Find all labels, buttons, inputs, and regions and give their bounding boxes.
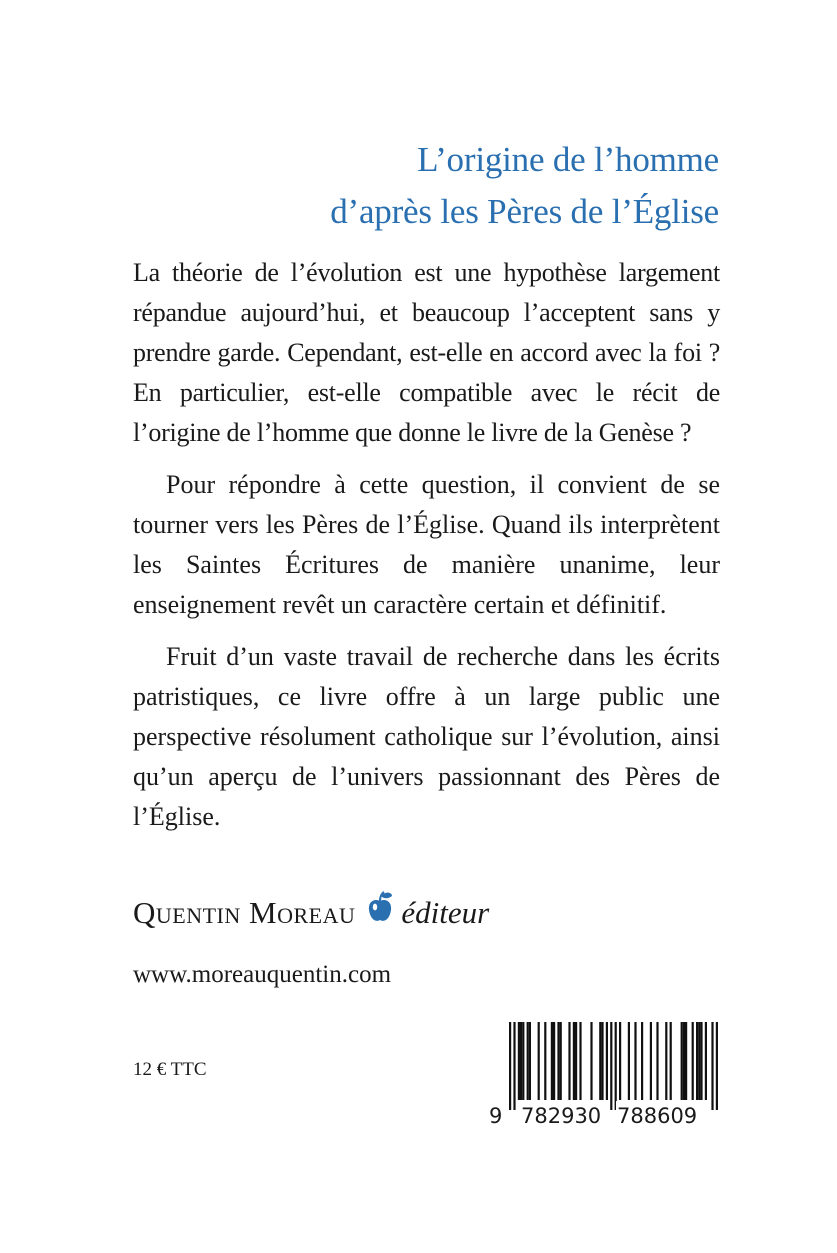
barcode-bar [705, 1022, 707, 1100]
barcode-bar [557, 1022, 559, 1100]
book-title [330, 134, 719, 238]
barcode-bar [670, 1022, 672, 1100]
barcode-bar [685, 1022, 687, 1100]
title-line-2: d’après les Pères de l’Église [330, 192, 719, 231]
barcode-bar [606, 1022, 608, 1100]
barcode-bar [553, 1022, 555, 1100]
title-line-1: L’origine de l’homme [417, 140, 719, 179]
publisher-imprint [133, 890, 489, 936]
barcode-bar [665, 1022, 667, 1100]
barcode-bar [601, 1022, 603, 1100]
barcode-bar [579, 1022, 581, 1100]
publisher-name: Quentin Moreau [133, 895, 356, 930]
barcode-bar [573, 1022, 575, 1100]
barcode-bar [681, 1022, 683, 1100]
price-label: 12 € TTC [133, 1059, 207, 1080]
barcode-bar [619, 1022, 621, 1100]
barcode-bar [696, 1022, 698, 1100]
blurb-paragraph-2: Pour répondre à cette question, il convient de se tourner vers les Pères de l’Église. Quand ils interprètent les Saintes Écritures de manière unanime, leur enseignement revêt un caractère certain et définitif. [133, 470, 720, 619]
barcode-bar [650, 1022, 652, 1100]
leaf-apple-icon [367, 890, 393, 936]
barcode-bar [692, 1022, 694, 1100]
barcode-bar [513, 1022, 515, 1110]
publisher-suffix: éditeur [401, 895, 490, 930]
barcode-bar [575, 1022, 577, 1100]
blurb-paragraph-1: La théorie de l’évolution est une hypothèse largement répandue aujourd’hui, et beaucoup l’acceptent sans y prendre garde. Cependant, est-elle en accord avec la foi ? En particulier, est-elle compatible avec le récit de l’origine de l’homme que donne le livre de la Genèse ? [133, 258, 720, 447]
barcode-bar [641, 1022, 643, 1100]
blurb-paragraph-3: Fruit d’un vaste travail de recherche dans les écrits patristiques, ce livre offre à un large public une perspective résolument catholique sur l’évolution, ainsi qu’un aperçu de l’univers passionnant des Pères de l’Église. [133, 642, 720, 831]
barcode-bar [527, 1022, 529, 1100]
barcode-bar [656, 1022, 658, 1100]
barcode-bar [518, 1022, 520, 1100]
barcode-bars [488, 1022, 728, 1112]
back-cover-blurb [133, 253, 720, 849]
barcode-bar [560, 1022, 562, 1100]
barcode-right-digits: 788609 [616, 1101, 698, 1131]
barcode-bar [529, 1022, 531, 1100]
barcode-bar [683, 1022, 685, 1100]
barcode-bar [628, 1022, 630, 1100]
barcode-bar [590, 1022, 592, 1100]
barcode-first-digit: 9 [488, 1101, 503, 1131]
barcode-bar [568, 1022, 570, 1100]
publisher-website: www.moreauquentin.com [133, 961, 392, 988]
barcode-bar [698, 1022, 700, 1100]
barcode-bar [509, 1022, 511, 1110]
barcode-bar [522, 1022, 524, 1100]
barcode-bar [599, 1022, 601, 1100]
barcode-bar [610, 1022, 612, 1110]
barcode-bar [551, 1022, 553, 1100]
barcode-bar [634, 1022, 636, 1100]
barcode-bar [700, 1022, 702, 1100]
isbn-barcode [488, 1022, 728, 1130]
barcode-bar [538, 1022, 540, 1100]
barcode-bar [711, 1022, 713, 1110]
barcode-bar [716, 1022, 718, 1110]
barcode-bar [544, 1022, 546, 1100]
barcode-left-digits: 782930 [520, 1101, 602, 1131]
barcode-bar [615, 1022, 617, 1110]
barcode-bar [520, 1022, 522, 1100]
